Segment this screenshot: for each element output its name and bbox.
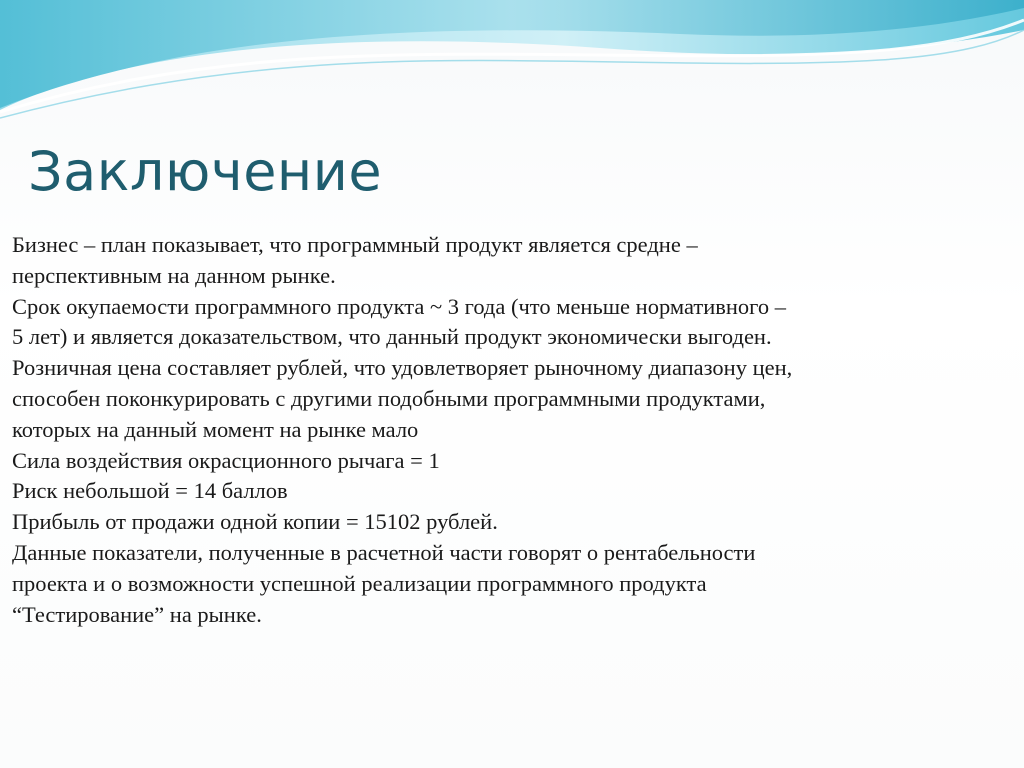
paragraph-leverage: Сила воздействия окрасционного рычага = 1 — [12, 447, 440, 473]
conclusion-body — [12, 230, 1012, 630]
wave-header-decoration — [0, 0, 1024, 120]
paragraph-business-plan: Бизнес – план показывает, что программный продукт является средне – перспективным на данном рынке. — [12, 232, 698, 288]
paragraph-summary: Данные показатели, полученные в расчетной части говорят о рентабельности проекта и о возможности успешной реализации программного продукта “Тестирование” на рынке. — [12, 539, 756, 627]
paragraph-retail-price: Розничная цена составляет рублей, что удовлетворяет рыночному диапазону цен, способен поконкурировать с другими подобными программными продуктами, которых на данный момент на рынке мало — [12, 355, 793, 442]
slide-title: Заключение — [28, 140, 383, 203]
paragraph-payback-period: Срок окупаемости программного продукта ~ 3 года (что меньше нормативного – 5 лет) и является доказательством, что данный продукт экономически выгоден. — [12, 293, 786, 350]
paragraph-risk: Риск небольшой = 14 баллов — [12, 478, 288, 504]
paragraph-profit: Прибыль от продажи одной копии = 15102 рублей. — [12, 509, 498, 535]
